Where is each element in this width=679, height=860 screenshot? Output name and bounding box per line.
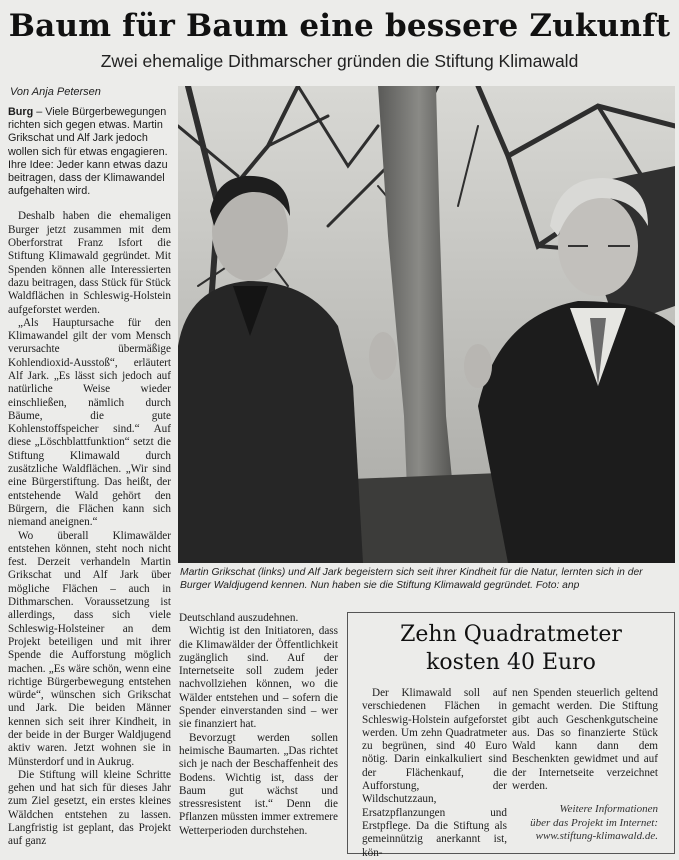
article-subheadline: Zwei ehemalige Dithmarscher gründen die Stiftung Klimawald	[100, 51, 579, 71]
photo-caption: Martin Grikschat (links) und Alf Jark begeistern sich seit ihrer Kindheit für die Natur, lernten sich in der Burger Waldjugend kennen. Nun haben sie die Stiftung Klimawald gegründet. Foto: anp	[180, 567, 643, 591]
lead-place: Burg	[8, 106, 34, 118]
lead-paragraph	[8, 106, 171, 198]
article-column-1	[8, 106, 171, 849]
info-box-title	[348, 621, 674, 677]
paragraph: Wichtig ist den Initiatoren, dass die Klimawälder der Öffentlichkeit zugänglich sind. Auf der Internetseite soll zudem jeder nachvollziehen können, wo die Wälder entstehen und – sofern die Spender einverstanden sind – wer sie finanziert hat.	[179, 625, 338, 731]
article-column-2	[179, 612, 338, 838]
info-box-column-2	[512, 687, 658, 843]
paragraph: Bevorzugt werden sollen heimische Baumarten. „Das richtet sich je nach der Beschaffenheit des Bodens. Wichtig ist, dass der Baum gut wächst und stressresistent ist.“ Denn die Pflanzen müssten immer extremere Wetterperioden durchstehen.	[179, 731, 338, 837]
web-note-line: über das Projekt im Internet:	[530, 816, 658, 829]
info-box	[347, 612, 675, 859]
web-note	[512, 803, 658, 843]
info-box-title-line: Zehn Quadratmeter	[400, 622, 622, 647]
photo-illustration	[178, 86, 675, 563]
paragraph: „Als Hauptursache für den Klimawandel gilt der vom Mensch verursachte übermäßige Kohlendioxid-Ausstoß“, erläutert Alf Jark. „Es lässt sich jedoch auf natürliche Weise wieder einschließen, nämlich durch Bäume, die gute Kohlenstoffspeicher sind.“ Auf diese „Löschblattfunktion“ setzt die Stiftung Klimawald durch zusätzliche Waldflächen. „Wir sind eine Bürgerstiftung. Das heißt, der entstehende Wald gehört den Bürgern, die Flächen kann sich niemand aneignen.“	[8, 316, 171, 529]
info-box-column-1	[362, 687, 507, 860]
info-box-paragraph: Der Klimawald soll auf verschiedenen Flächen in Schleswig-Holstein aufgeforstet werden. Um zehn Quadratmeter zu begrünen, sind 40 Euro nötig. Darin einkalkuliert sind der Flächenkauf, die Aufforstung, der Wildschutzzaun, Ersatzpflanzungen und Erstpflege. Da die Stiftung als gemeinnützig anerkannt ist, kön-	[362, 687, 507, 859]
byline: Von Anja Petersen	[10, 86, 101, 98]
paragraph: Deshalb haben die ehemaligen Burger jetzt zusammen mit dem Oberforstrat Franz Isfort die Stiftung Klimawald gegründet. Mit Spenden können alle Interessierten dazu beitragen, dass Stück für Stück Waldflächen in Schleswig-Holstein aufgeforstet werden.	[8, 210, 171, 316]
lead-text: – Viele Bürgerbewegungen richten sich gegen etwas. Martin Grikschat und Alf Jark jedoch wollen sich für etwas engagieren. Ihre Idee: Jeder kann etwas dazu beitragen, dass der Klimawandel aufgehalten wird.	[8, 106, 168, 198]
paragraph: Wo überall Klimawälder entstehen können, steht noch nicht fest. Derzeit verhandeln Martin Grikschat und Alf Jark über mögliche Flächen – auch in Dithmarschen. Voraussetzung ist allerdings, dass sich viele Schleswig-Holsteiner an dem Projekt beteiligen und mit ihrer Spende die Aufforstung möglich machen. „Es wäre schön, wenn eine richtige Bürgerbewegung entstehen würde“, wünschen sich Grikschat und Jark. Die beiden Männer kennen sich seit ihrer Kindheit, in der beide in der Burger Waldjugend aktiv waren. Jetzt wohnen sie in Münsterdorf und in Aukrug.	[8, 529, 171, 768]
web-note-url[interactable]: www.stiftung-klimawald.de.	[535, 829, 658, 842]
article-headline: Baum für Baum eine bessere Zukunft	[8, 8, 671, 44]
web-note-line: Weitere Informationen	[559, 803, 658, 816]
info-box-title-line: kosten 40 Euro	[426, 650, 596, 675]
paragraph: Deutschland auszudehnen.	[179, 612, 299, 624]
article-photo	[178, 86, 675, 563]
paragraph: Die Stiftung will kleine Schritte gehen und hat sich für dieses Jahr zum Ziel gesetzt, ein erstes kleines Wäldchen entstehen zu lassen. Langfristig ist geplant, das Projekt auf ganz	[8, 768, 171, 848]
info-box-paragraph: nen Spenden steuerlich geltend gemacht werden. Die Stiftung gibt auch Geschenkgutscheine aus. Das so finanzierte Stück Wald kann dann dem Beschenkten gewidmet und auf der Internetseite verzeichnet werden.	[512, 687, 658, 793]
